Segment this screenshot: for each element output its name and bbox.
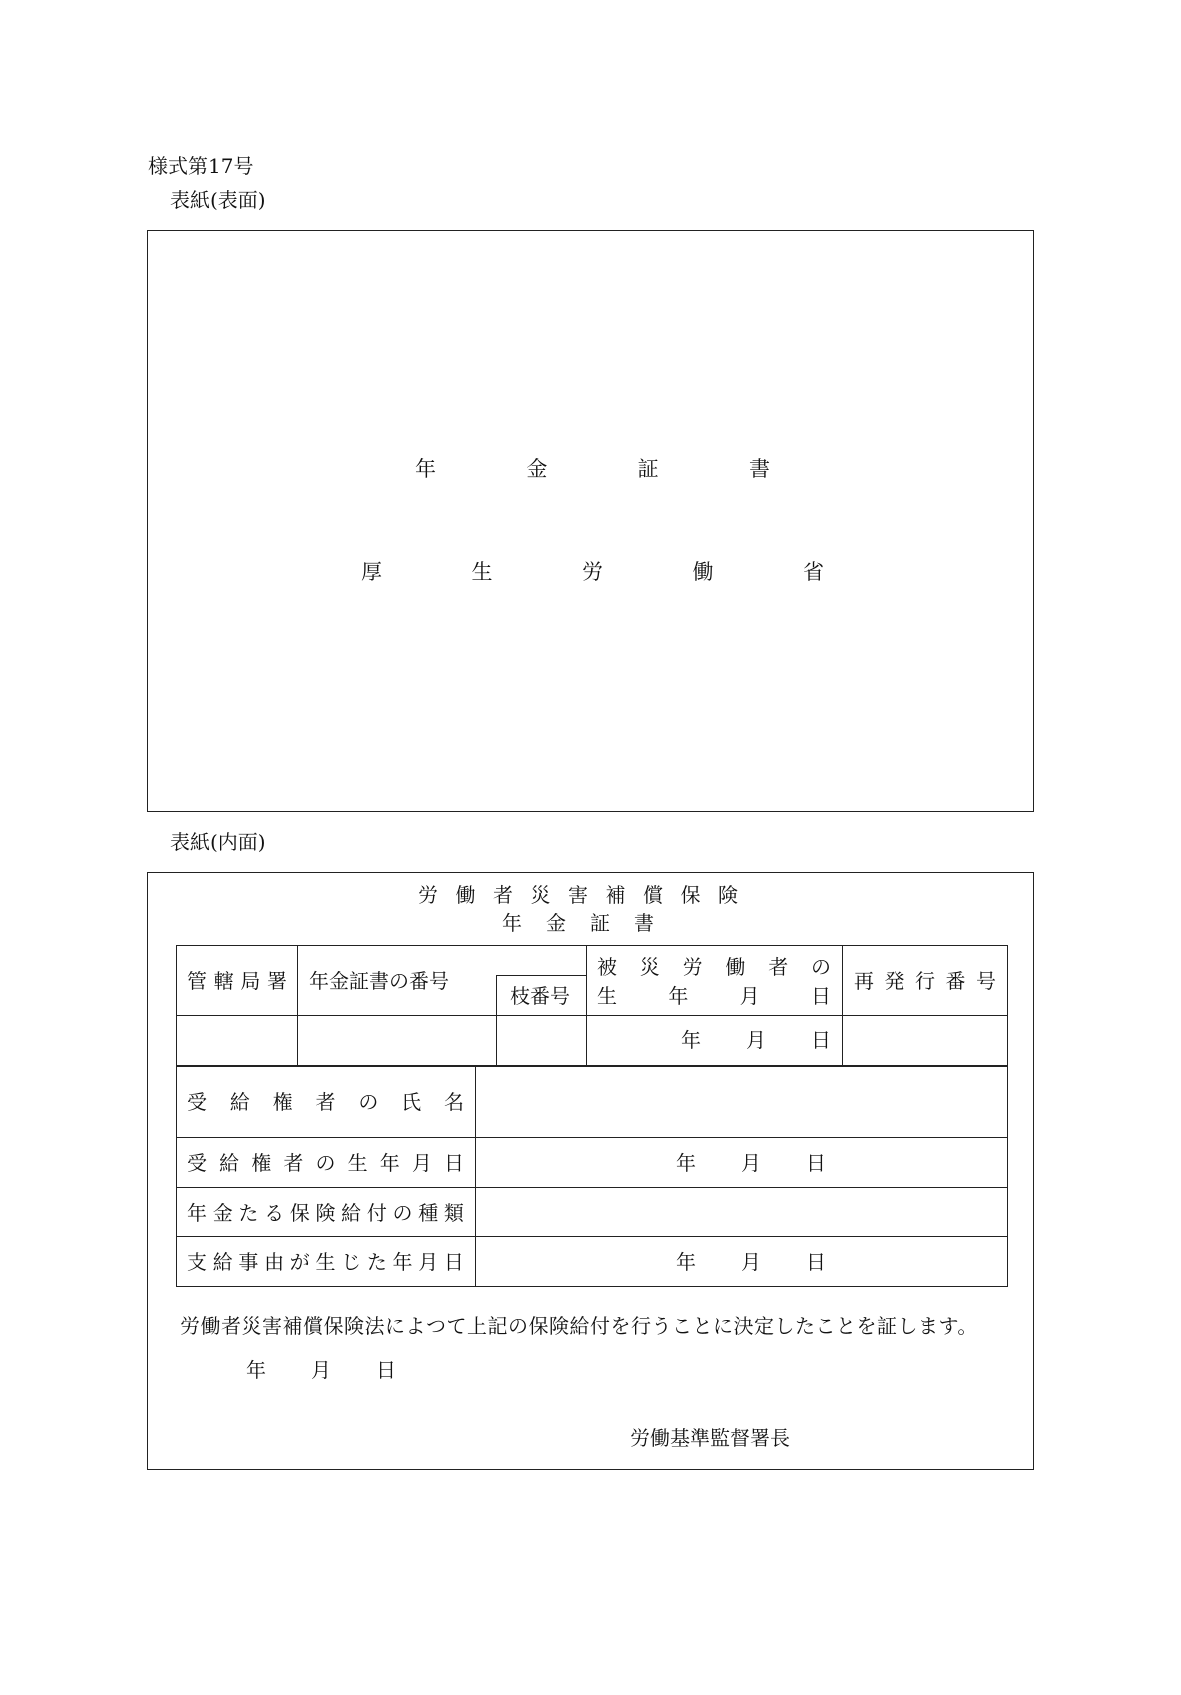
label-char: 給 — [219, 1151, 240, 1175]
header-birth-line2 — [597, 986, 831, 1006]
top-table — [176, 945, 1008, 1066]
date-char: 年 — [676, 1151, 696, 1175]
row-label-recipient-name — [187, 1092, 464, 1112]
label-char: 月 — [411, 1151, 432, 1175]
label-char: る — [264, 1201, 285, 1225]
header-char: 署 — [266, 969, 287, 993]
ministry-char: 生 — [471, 560, 493, 584]
label-char: 類 — [443, 1201, 464, 1225]
label-char: 者 — [283, 1151, 304, 1175]
col-divider — [496, 975, 497, 1066]
header-char: 号 — [976, 969, 996, 993]
ministry-char: 働 — [692, 560, 714, 584]
header-char: 轄 — [213, 969, 234, 993]
label-char: 権 — [251, 1151, 272, 1175]
header-char: 災 — [639, 955, 660, 979]
header-char: の — [810, 955, 831, 979]
ministry-char: 労 — [582, 560, 603, 584]
front-title-char: 年 — [415, 457, 436, 481]
label-char: の — [358, 1090, 379, 1114]
front-title — [415, 459, 770, 480]
label-char: 者 — [315, 1090, 336, 1114]
header-pension-number: 年金証書の番号 — [309, 969, 449, 993]
certification-statement: 労働者災害補償保険法によつて上記の保険給付を行うことに決定したことを証します。 — [180, 1314, 978, 1338]
front-title-char: 証 — [637, 457, 659, 481]
header-char: 発 — [884, 969, 905, 993]
title-char: 償 — [643, 883, 663, 907]
ministry-char: 厚 — [361, 560, 382, 584]
row-label-cause-date — [187, 1252, 464, 1272]
col-divider — [842, 945, 843, 1066]
label-char: 日 — [443, 1250, 464, 1274]
label-char: 権 — [272, 1090, 293, 1114]
header-char: 生 — [597, 984, 617, 1008]
label-char: の — [315, 1151, 336, 1175]
front-ministry — [361, 562, 824, 583]
label-char: 金 — [212, 1201, 233, 1225]
header-char: 再 — [854, 969, 874, 993]
label-char: 生 — [315, 1250, 336, 1274]
title-char: 労 — [418, 883, 438, 907]
header-char: 被 — [597, 955, 617, 979]
date-char: 日 — [376, 1358, 396, 1382]
row-label-benefit-type — [187, 1203, 464, 1223]
header-char: 番 — [945, 969, 966, 993]
header-char: 者 — [768, 955, 789, 979]
header-office — [187, 971, 287, 991]
label-char: 保 — [289, 1201, 310, 1225]
title-char: 者 — [493, 883, 513, 907]
col-divider — [475, 1066, 476, 1287]
top-table-divider — [176, 1015, 1008, 1016]
label-char: 給 — [212, 1250, 233, 1274]
label-char: が — [289, 1250, 310, 1274]
header-char: 日 — [810, 984, 831, 1008]
title-char: 金 — [546, 911, 566, 935]
cause-date-value — [676, 1252, 826, 1272]
header-char: 行 — [915, 969, 935, 993]
ministry-char: 省 — [803, 560, 824, 584]
date-char: 月 — [311, 1358, 331, 1382]
title-char: 害 — [568, 883, 588, 907]
date-char: 日 — [811, 1028, 831, 1052]
date-char: 日 — [806, 1151, 826, 1175]
title-char: 年 — [502, 911, 522, 935]
front-heading: 表紙(表面) — [170, 188, 266, 212]
label-char: 生 — [347, 1151, 368, 1175]
title-char: 災 — [530, 883, 551, 907]
row-divider — [176, 1187, 1008, 1188]
label-char: 受 — [187, 1090, 207, 1114]
front-title-char: 金 — [526, 457, 548, 481]
header-birth-line1 — [597, 957, 831, 977]
label-char: の — [392, 1201, 413, 1225]
issue-date — [246, 1360, 396, 1380]
label-char: 給 — [341, 1201, 362, 1225]
row-divider — [176, 1137, 1008, 1138]
date-char: 月 — [741, 1151, 761, 1175]
form-number: 様式第17号 — [148, 154, 254, 178]
title-char: 書 — [634, 911, 654, 935]
header-char: 働 — [725, 955, 746, 979]
label-char: 日 — [444, 1151, 464, 1175]
label-char: 年 — [187, 1201, 207, 1225]
date-char: 年 — [246, 1358, 266, 1382]
header-char: 管 — [187, 969, 207, 993]
issuer: 労働基準監督署長 — [630, 1426, 790, 1450]
label-char: 険 — [315, 1201, 336, 1225]
header-char: 年 — [668, 984, 689, 1008]
front-title-char: 書 — [748, 457, 770, 481]
front-cover — [147, 230, 1034, 812]
title-char: 保 — [680, 883, 701, 907]
date-char: 月 — [746, 1028, 766, 1052]
label-char: 支 — [187, 1250, 207, 1274]
col-divider — [586, 945, 587, 1066]
label-char: 付 — [366, 1201, 387, 1225]
date-char: 年 — [681, 1028, 701, 1052]
date-char: 日 — [806, 1250, 826, 1274]
label-char: 受 — [187, 1151, 207, 1175]
label-char: 月 — [418, 1250, 439, 1274]
label-char: 種 — [418, 1201, 439, 1225]
title-char: 働 — [455, 883, 476, 907]
col-divider — [297, 945, 298, 1066]
label-char: 名 — [443, 1090, 464, 1114]
title-char: 証 — [590, 911, 610, 935]
branch-divider — [496, 975, 586, 976]
birth-date-value — [681, 1030, 831, 1050]
title-char: 補 — [605, 883, 626, 907]
header-char: 局 — [240, 969, 261, 993]
inner-title-line2 — [502, 913, 654, 933]
recipient-birthdate-value — [676, 1153, 826, 1173]
date-char: 月 — [741, 1250, 761, 1274]
label-char: た — [366, 1250, 387, 1274]
header-char: 労 — [682, 955, 703, 979]
label-char: 由 — [264, 1250, 285, 1274]
date-char: 年 — [676, 1250, 696, 1274]
inner-title-line1 — [418, 885, 738, 905]
row-divider — [176, 1236, 1008, 1237]
title-char: 険 — [718, 883, 738, 907]
label-char: じ — [341, 1250, 362, 1274]
row-label-recipient-birthdate — [187, 1153, 464, 1173]
label-char: 年 — [379, 1151, 400, 1175]
inner-heading: 表紙(内面) — [170, 830, 266, 854]
label-char: 給 — [229, 1090, 250, 1114]
label-char: た — [238, 1201, 259, 1225]
header-branch: 枝番号 — [510, 984, 570, 1008]
label-char: 事 — [238, 1250, 259, 1274]
header-char: 月 — [739, 984, 760, 1008]
label-char: 年 — [392, 1250, 413, 1274]
label-char: 氏 — [401, 1090, 422, 1114]
header-reissue — [854, 971, 996, 991]
